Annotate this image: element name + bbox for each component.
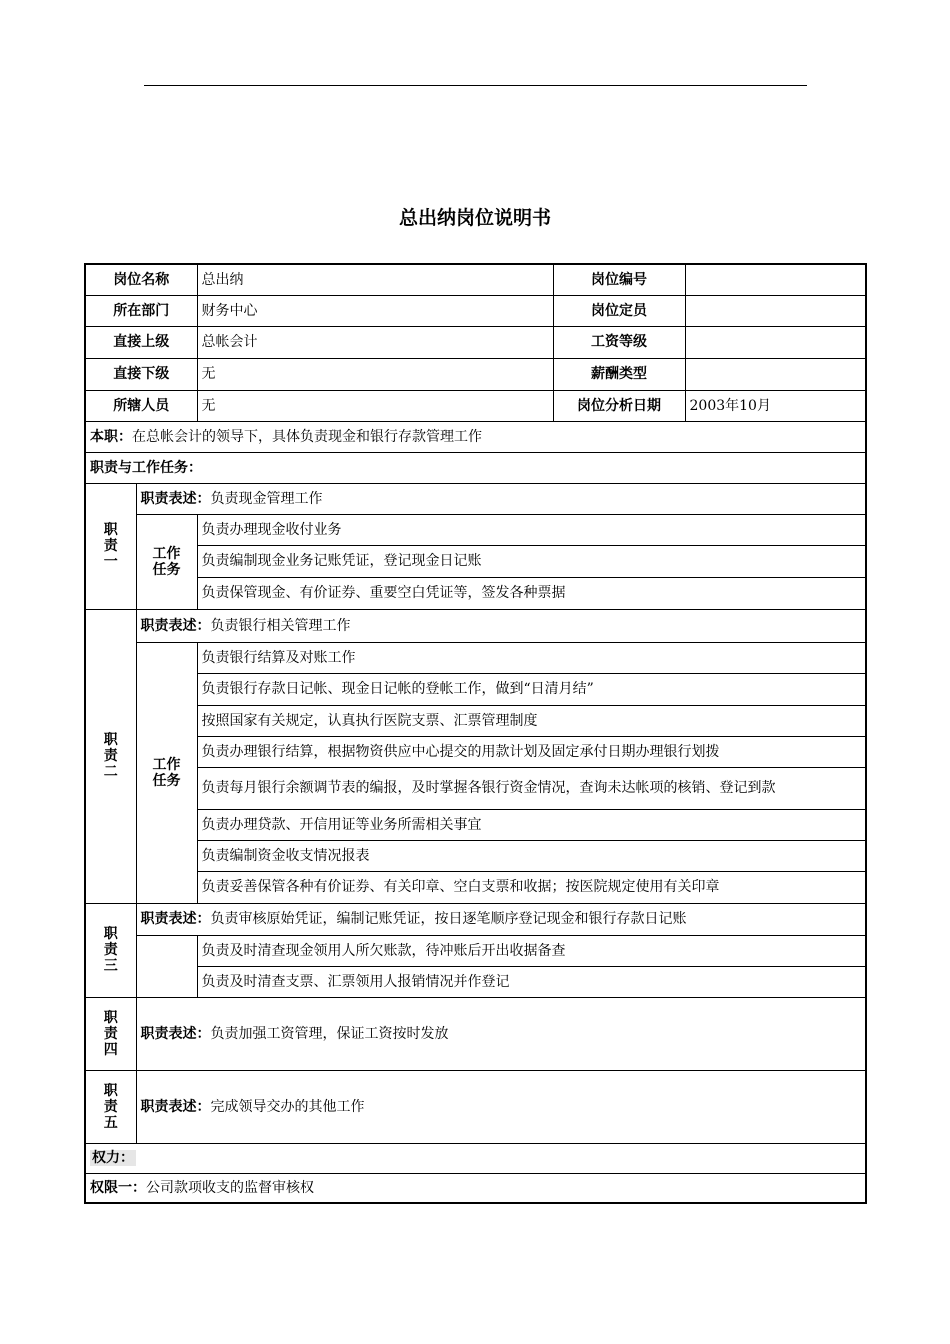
duty-3-label <box>85 903 136 997</box>
info-row <box>85 295 866 326</box>
field-value <box>685 326 866 358</box>
task-item: 负责办理现金收付业务 <box>197 514 866 545</box>
info-row <box>85 390 866 421</box>
task-row <box>85 840 866 871</box>
benzhi-cell <box>85 421 866 452</box>
task-row <box>85 871 866 903</box>
duty-label-char: 职 <box>103 1082 118 1099</box>
duty-label-char: 责 <box>103 538 118 554</box>
task-item: 负责每月银行余额调节表的编报，及时掌握各银行资金情况，查询未达帐项的核销、登记到款 <box>197 767 866 809</box>
duty-label-char: 责 <box>103 748 118 764</box>
task-label-line: 工作 <box>152 756 181 773</box>
authority-row <box>85 1173 866 1203</box>
field-label: 直接下级 <box>85 358 197 390</box>
duty-3-desc-row <box>85 903 866 935</box>
task-row <box>85 966 866 997</box>
duty-label-char: 五 <box>103 1114 118 1131</box>
duty-3-desc <box>136 903 866 935</box>
duty-label-char: 三 <box>103 958 118 974</box>
task-row <box>85 935 866 966</box>
field-value: 财务中心 <box>197 295 553 326</box>
task-label-line: 工作 <box>152 545 181 562</box>
duty-3-task-label <box>136 935 197 997</box>
task-item: 负责银行存款日记帐、现金日记帐的登帐工作，做到“日清月结” <box>197 673 866 705</box>
task-label-line: 任务 <box>152 561 181 578</box>
task-row <box>85 767 866 809</box>
duty-2-desc <box>136 609 866 642</box>
duty-2-task-label <box>136 642 197 903</box>
duty-1-desc <box>136 483 866 514</box>
task-item: 负责银行结算及对账工作 <box>197 642 866 673</box>
duty-label-char: 职 <box>103 732 118 748</box>
job-description-table <box>84 263 867 1204</box>
duty-label-char: 责 <box>103 942 118 958</box>
duty-1-task-label <box>136 514 197 609</box>
desc-label: 职责表述： <box>140 617 211 634</box>
duty-label-char: 四 <box>103 1041 118 1058</box>
task-item: 负责妥善保管各种有价证券、有关印章、空白支票和收据；按医院规定使用有关印章 <box>197 871 866 903</box>
duty-label-char: 一 <box>103 554 118 570</box>
task-row <box>85 545 866 577</box>
desc-text: 负责现金管理工作 <box>210 490 323 507</box>
task-row <box>85 642 866 673</box>
desc-text: 完成领导交办的其他工作 <box>210 1098 365 1115</box>
task-item: 负责编制现金业务记账凭证，登记现金日记账 <box>197 545 866 577</box>
task-row <box>85 577 866 609</box>
task-row <box>85 736 866 767</box>
field-label: 岗位名称 <box>85 264 197 295</box>
info-row <box>85 358 866 390</box>
task-item: 负责办理贷款、开信用证等业务所需相关事宜 <box>197 809 866 840</box>
document-title: 总出纳岗位说明书 <box>398 207 551 229</box>
task-row <box>85 705 866 736</box>
task-row <box>85 809 866 840</box>
authority-header-label: 权力： <box>92 1150 134 1166</box>
desc-text: 负责银行相关管理工作 <box>210 617 351 634</box>
duty-label-char: 责 <box>103 1025 118 1042</box>
desc-text: 负责加强工资管理，保证工资按时发放 <box>210 1025 449 1042</box>
duties-header-row <box>85 452 866 483</box>
duty-4-desc <box>136 997 866 1070</box>
desc-label: 职责表述： <box>140 1025 211 1042</box>
authority-header <box>85 1143 866 1173</box>
field-value <box>685 358 866 390</box>
authority-label: 权限一： <box>90 1179 146 1196</box>
desc-label: 职责表述： <box>140 911 211 927</box>
authority-1 <box>85 1173 866 1203</box>
duty-label-char: 二 <box>103 764 118 780</box>
field-label: 岗位定员 <box>553 295 685 326</box>
desc-label: 职责表述： <box>140 490 211 507</box>
duty-1-label <box>85 483 136 609</box>
task-label-line: 任务 <box>152 772 181 789</box>
field-value: 无 <box>197 390 553 421</box>
field-label: 直接上级 <box>85 326 197 358</box>
task-item: 负责及时清查现金领用人所欠账款，待冲账后开出收据备查 <box>197 935 866 966</box>
duty-1-desc-row <box>85 483 866 514</box>
task-item: 负责及时清查支票、汇票领用人报销情况并作登记 <box>197 966 866 997</box>
field-label: 所在部门 <box>85 295 197 326</box>
duty-label-char: 职 <box>103 926 118 942</box>
header-rule <box>144 85 807 86</box>
duty-4-row <box>85 997 866 1070</box>
field-value: 总出纳 <box>197 264 553 295</box>
duties-header <box>85 452 866 483</box>
field-label: 薪酬类型 <box>553 358 685 390</box>
field-value <box>685 295 866 326</box>
duty-4-label <box>85 997 136 1070</box>
field-value <box>685 264 866 295</box>
field-value: 总帐会计 <box>197 326 553 358</box>
benzhi-row <box>85 421 866 452</box>
task-item: 负责办理银行结算，根据物资供应中心提交的用款计划及固定承付日期办理银行划拨 <box>197 736 866 767</box>
duty-2-label <box>85 609 136 903</box>
duty-label-char: 职 <box>103 522 118 538</box>
field-value: 2003年10月 <box>685 390 866 421</box>
duty-5-row <box>85 1070 866 1143</box>
task-item: 负责保管现金、有价证券、重要空白凭证等，签发各种票据 <box>197 577 866 609</box>
field-label: 所辖人员 <box>85 390 197 421</box>
duties-header-label: 职责与工作任务： <box>90 459 202 476</box>
info-row <box>85 264 866 295</box>
field-label: 工资等级 <box>553 326 685 358</box>
authority-header-row <box>85 1143 866 1173</box>
info-row <box>85 326 866 358</box>
field-label: 岗位分析日期 <box>553 390 685 421</box>
authority-text: 公司款项收支的监督审核权 <box>146 1179 314 1196</box>
duty-2-desc-row <box>85 609 866 642</box>
benzhi-text: 在总帐会计的领导下，具体负责现金和银行存款管理工作 <box>132 428 482 445</box>
desc-label: 职责表述： <box>140 1098 211 1115</box>
duty-label-char: 责 <box>103 1098 118 1115</box>
task-item: 负责编制资金收支情况报表 <box>197 840 866 871</box>
duty-5-label <box>85 1070 136 1143</box>
duty-label-char: 职 <box>103 1009 118 1026</box>
task-row <box>85 673 866 705</box>
benzhi-label: 本职： <box>90 428 132 445</box>
duty-5-desc <box>136 1070 866 1143</box>
desc-text: 负责审核原始凭证，编制记账凭证，按日逐笔顺序登记现金和银行存款日记账 <box>210 911 687 927</box>
task-item: 按照国家有关规定，认真执行医院支票、汇票管理制度 <box>197 705 866 736</box>
field-label: 岗位编号 <box>553 264 685 295</box>
field-value: 无 <box>197 358 553 390</box>
task-row <box>85 514 866 545</box>
